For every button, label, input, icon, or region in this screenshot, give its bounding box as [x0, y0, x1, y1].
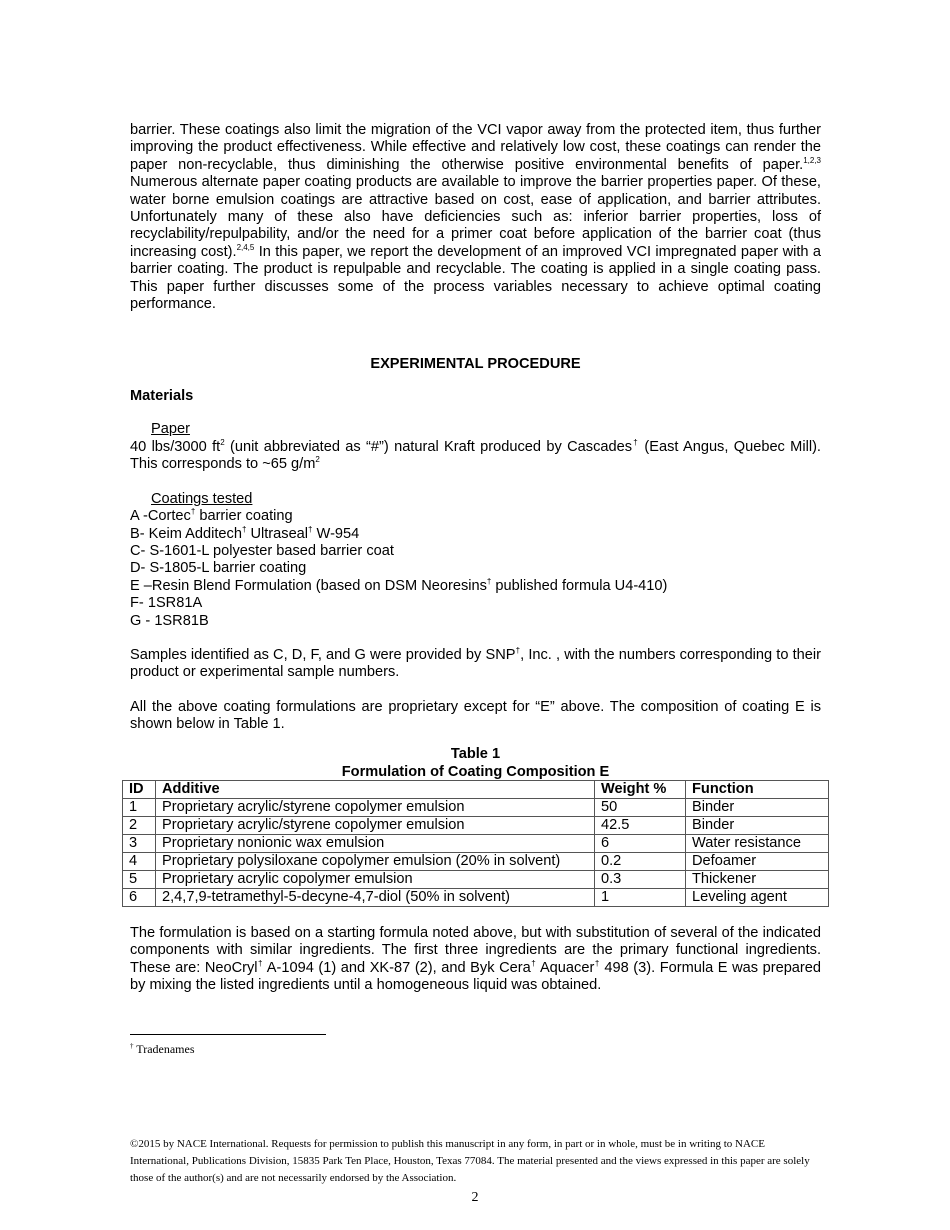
cell-additive: Proprietary acrylic/styrene copolymer emulsion [156, 817, 595, 835]
paper-paragraph: 40 lbs/3000 $ft^2$ (unit abbreviated as “#”) natural Kraft produced by Cascades† (East Angus, Quebec Mill). This corresponds to ~65 $g/m^2$ [130, 437, 821, 473]
page-number: 2 [471, 1190, 479, 1205]
footnote-rule [130, 1034, 326, 1035]
paper-heading: Paper [151, 421, 190, 438]
cell-function: Leveling agent [686, 889, 829, 907]
formulation-paragraph: The formulation is based on a starting formula noted above, but with substitution of several of the indicated components with similar ingredients. The first three ingredients are the primary functional ingredients. These are: NeoCryl† A-1094 (1) and XK-87 (2), and Byk Cera† Aquacer† 498 (3). Formula E was prepared by mixing the listed ingredients until a homogeneous liquid was obtained. [130, 925, 822, 994]
cell-function: Water resistance [686, 835, 829, 853]
cell-function: Binder [686, 799, 829, 817]
header-weight: Weight % [595, 781, 686, 799]
table-row [123, 835, 829, 853]
cell-weight: 6 [595, 835, 686, 853]
cell-weight: 1 [595, 889, 686, 907]
header-function: Function [686, 781, 829, 799]
cell-id: 4 [123, 853, 156, 871]
cell-weight: 0.3 [595, 871, 686, 889]
coating-e: E –Resin Blend Formulation (based on DSM Neoresins† published formula U4-410) [130, 576, 668, 594]
coatings-heading: Coatings tested [151, 490, 253, 507]
cell-id: 6 [123, 889, 156, 907]
cell-weight: 0.2 [595, 853, 686, 871]
page-body [130, 122, 821, 734]
table-row [123, 799, 829, 817]
cell-additive: Proprietary acrylic copolymer emulsion [156, 871, 595, 889]
materials-heading: Materials [130, 388, 194, 405]
coating-c: C- S-1601-L polyester based barrier coat [130, 542, 394, 559]
cell-id: 2 [123, 817, 156, 835]
table-row [123, 871, 829, 889]
table-caption: Formulation of Coating Composition E [341, 764, 610, 780]
copyright-notice: ©2015 by NACE International. Requests for permission to publish this manuscript in any form, in part or in whole, must be in writing to NACE International, Publications Division, 15835 Park Ten Place, Houston, Texas 77084. The material presented and the views expressed in this paper are solely those of the author(s) and are not necessarily endorsed by the Association. [130, 1138, 810, 1184]
table-row [123, 853, 829, 871]
coating-f: F- 1SR81A [130, 595, 203, 612]
cell-weight: 50 [595, 799, 686, 817]
coating-d: D- S-1805-L barrier coating [130, 560, 307, 577]
cell-id: 3 [123, 835, 156, 853]
cell-additive: Proprietary acrylic/styrene copolymer emulsion [156, 799, 595, 817]
cell-id: 5 [123, 871, 156, 889]
cell-function: Binder [686, 817, 829, 835]
coating-a: A -Cortec† barrier coating [130, 507, 293, 525]
cell-additive: Proprietary polysiloxane copolymer emulsion (20% in solvent) [156, 853, 595, 871]
header-id: ID [123, 781, 156, 799]
intro-paragraph: barrier. These coatings also limit the migration of the VCI vapor away from the protected item, thus further improving the product effectiveness. While effective and relatively low cost, these coatings can render the paper non-recyclable, thus diminishing the otherwise positive environmental benefits of paper.$^{1,2,3}$ Numerous alternate paper coating products are available to improve the barrier properties paper. Of these, water borne emulsion coatings are attractive based on cost, ease of application, and barrier attributes. Unfortunately many of these also have deficiencies such as: inferior barrier properties, loss of recyclability/repulpability, and/or the need for a primer coat before application of the barrier coat (thus increasing cost).$^{2,4,5}$ In this paper, we report the development of an improved VCI impregnated paper with a barrier coating. The product is repulpable and recyclable. The coating is applied in a single coating pass. This paper further discusses some of the process variables necessary to achieve optimal coating performance. [130, 122, 821, 313]
coating-g: G - 1SR81B [130, 612, 209, 629]
cell-additive: Proprietary nonionic wax emulsion [156, 835, 595, 853]
proprietary-paragraph: All the above coating formulations are proprietary except for “E” above. The composition of coating E is shown below in Table 1. [130, 698, 821, 733]
table-row [123, 889, 829, 907]
header-additive: Additive [156, 781, 595, 799]
section-title: EXPERIMENTAL PROCEDURE [370, 356, 581, 373]
formulation-table [122, 780, 829, 907]
table-header-row [123, 781, 829, 799]
samples-paragraph: Samples identified as C, D, F, and G were provided by SNP†, Inc. , with the numbers corresponding to their product or experimental sample numbers. [130, 645, 822, 681]
footnote: † Tradenames [130, 1042, 195, 1056]
cell-function: Defoamer [686, 853, 829, 871]
table-title: Table 1 [450, 746, 501, 762]
coating-b: B- Keim Additech† Ultraseal† W-954 [130, 524, 360, 542]
cell-additive: 2,4,7,9-tetramethyl-5-decyne-4,7-diol (50% in solvent) [156, 889, 595, 907]
table-row [123, 817, 829, 835]
cell-weight: 42.5 [595, 817, 686, 835]
cell-function: Thickener [686, 871, 829, 889]
cell-id: 1 [123, 799, 156, 817]
